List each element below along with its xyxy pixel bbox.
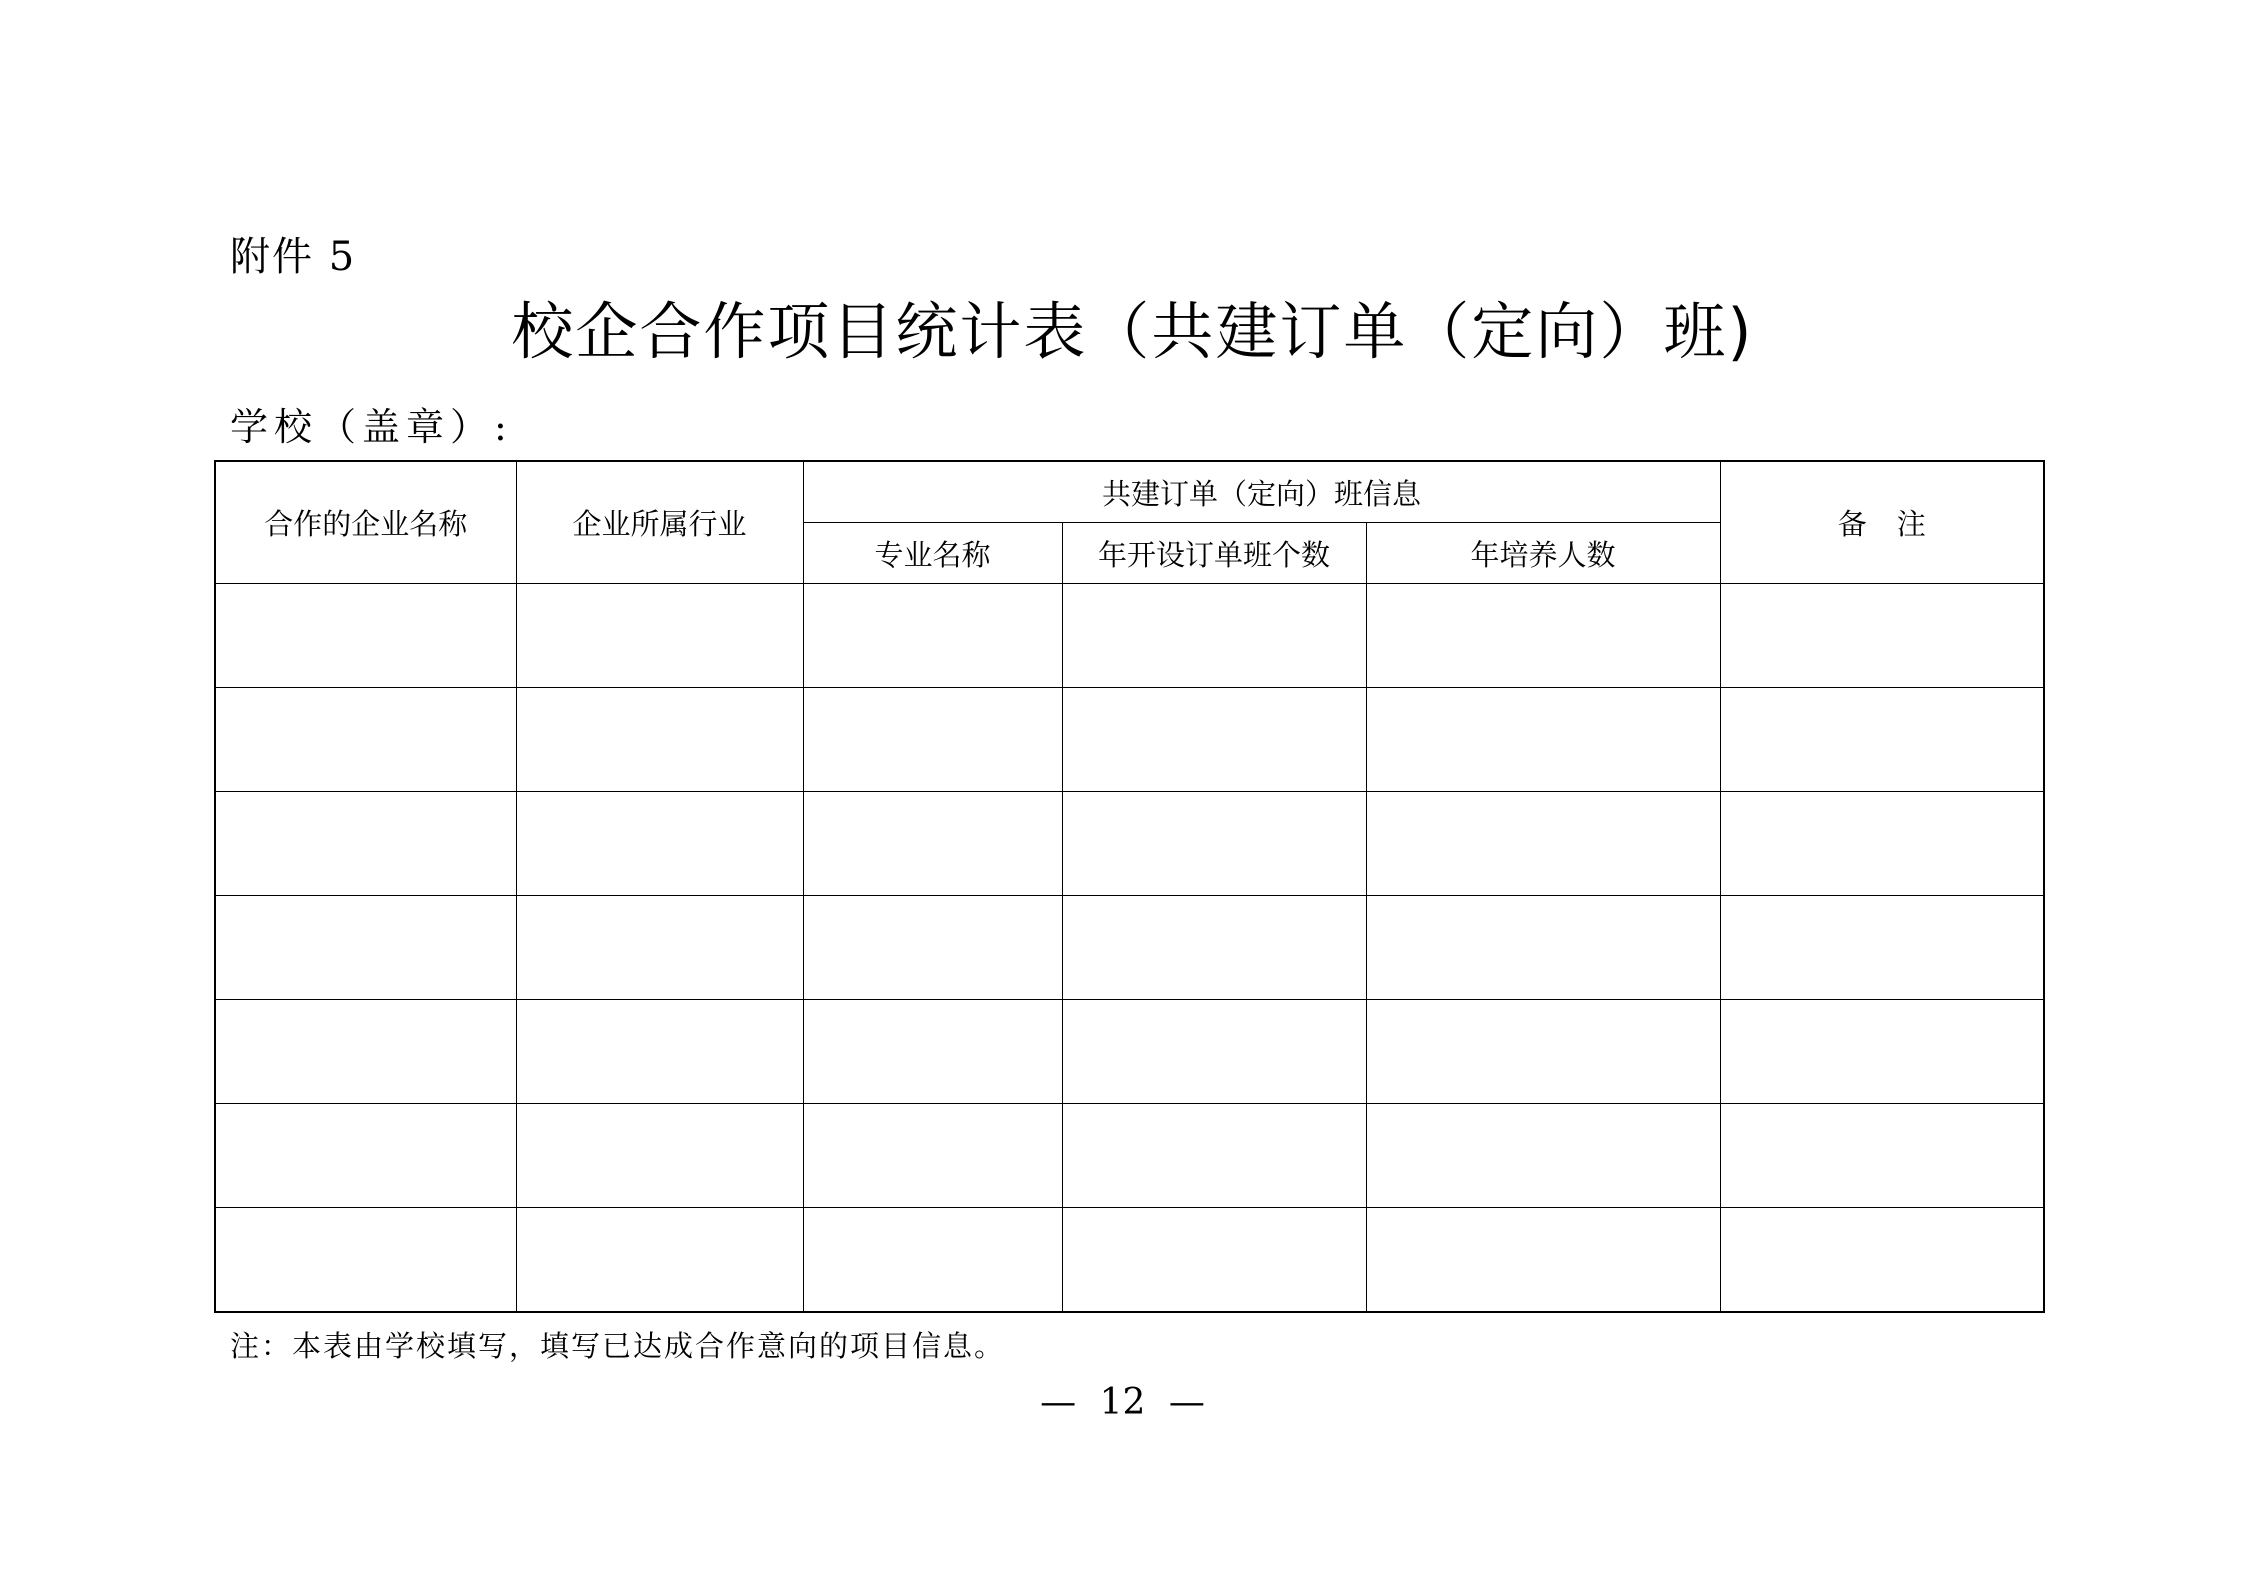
cell-remarks[interactable] [1720, 896, 2044, 1000]
cell-major-name[interactable] [803, 1104, 1062, 1208]
attachment-label: 附件 5 [230, 234, 357, 280]
cell-annual-trainees[interactable] [1366, 792, 1720, 896]
header-class-info-group: 共建订单（定向）班信息 [803, 461, 1720, 523]
table-row [215, 1104, 2044, 1208]
cell-industry[interactable] [516, 1208, 803, 1313]
cell-remarks[interactable] [1720, 1208, 2044, 1313]
cell-company-name[interactable] [215, 688, 516, 792]
cell-major-name[interactable] [803, 584, 1062, 688]
cell-major-name[interactable] [803, 688, 1062, 792]
table-row [215, 896, 2044, 1000]
cell-annual-classes[interactable] [1062, 1104, 1366, 1208]
cell-annual-classes[interactable] [1062, 1208, 1366, 1313]
statistics-table [214, 460, 2045, 1313]
cell-major-name[interactable] [803, 1208, 1062, 1313]
header-major-name: 专业名称 [803, 523, 1062, 584]
cell-annual-trainees[interactable] [1366, 584, 1720, 688]
cell-annual-classes[interactable] [1062, 688, 1366, 792]
cell-major-name[interactable] [803, 792, 1062, 896]
cell-remarks[interactable] [1720, 792, 2044, 896]
table-row [215, 1000, 2044, 1104]
cell-industry[interactable] [516, 1104, 803, 1208]
cell-company-name[interactable] [215, 1208, 516, 1313]
cell-annual-trainees[interactable] [1366, 896, 1720, 1000]
cell-company-name[interactable] [215, 792, 516, 896]
table-row [215, 792, 2044, 896]
cell-annual-classes[interactable] [1062, 792, 1366, 896]
cell-annual-trainees[interactable] [1366, 688, 1720, 792]
cell-major-name[interactable] [803, 1000, 1062, 1104]
cell-major-name[interactable] [803, 896, 1062, 1000]
cell-industry[interactable] [516, 792, 803, 896]
table-row [215, 584, 2044, 688]
cell-company-name[interactable] [215, 896, 516, 1000]
header-industry: 企业所属行业 [516, 461, 803, 584]
table-header-row [215, 461, 2044, 523]
cell-remarks[interactable] [1720, 1000, 2044, 1104]
cell-annual-trainees[interactable] [1366, 1104, 1720, 1208]
cell-remarks[interactable] [1720, 688, 2044, 792]
header-company-name: 合作的企业名称 [215, 461, 516, 584]
cell-company-name[interactable] [215, 1000, 516, 1104]
table-row [215, 1208, 2044, 1313]
cell-annual-classes[interactable] [1062, 896, 1366, 1000]
cell-annual-trainees[interactable] [1366, 1208, 1720, 1313]
page-title: 校企合作项目统计表（共建订单（定向）班) [511, 295, 1754, 368]
cell-industry[interactable] [516, 1000, 803, 1104]
school-seal-label: 学校（盖章）: [230, 405, 513, 449]
cell-annual-trainees[interactable] [1366, 1000, 1720, 1104]
page-number: — 12 — [1040, 1382, 1205, 1423]
cell-annual-classes[interactable] [1062, 584, 1366, 688]
header-annual-classes: 年开设订单班个数 [1062, 523, 1366, 584]
table-row [215, 688, 2044, 792]
cell-annual-classes[interactable] [1062, 1000, 1366, 1104]
cell-industry[interactable] [516, 688, 803, 792]
cell-industry[interactable] [516, 584, 803, 688]
header-annual-trainees: 年培养人数 [1366, 523, 1720, 584]
cell-industry[interactable] [516, 896, 803, 1000]
cell-company-name[interactable] [215, 1104, 516, 1208]
cell-remarks[interactable] [1720, 1104, 2044, 1208]
cell-company-name[interactable] [215, 584, 516, 688]
table-footnote: 注：本表由学校填写，填写已达成合作意向的项目信息。 [230, 1329, 1006, 1363]
header-remarks: 备注 [1720, 461, 2044, 584]
cell-remarks[interactable] [1720, 584, 2044, 688]
